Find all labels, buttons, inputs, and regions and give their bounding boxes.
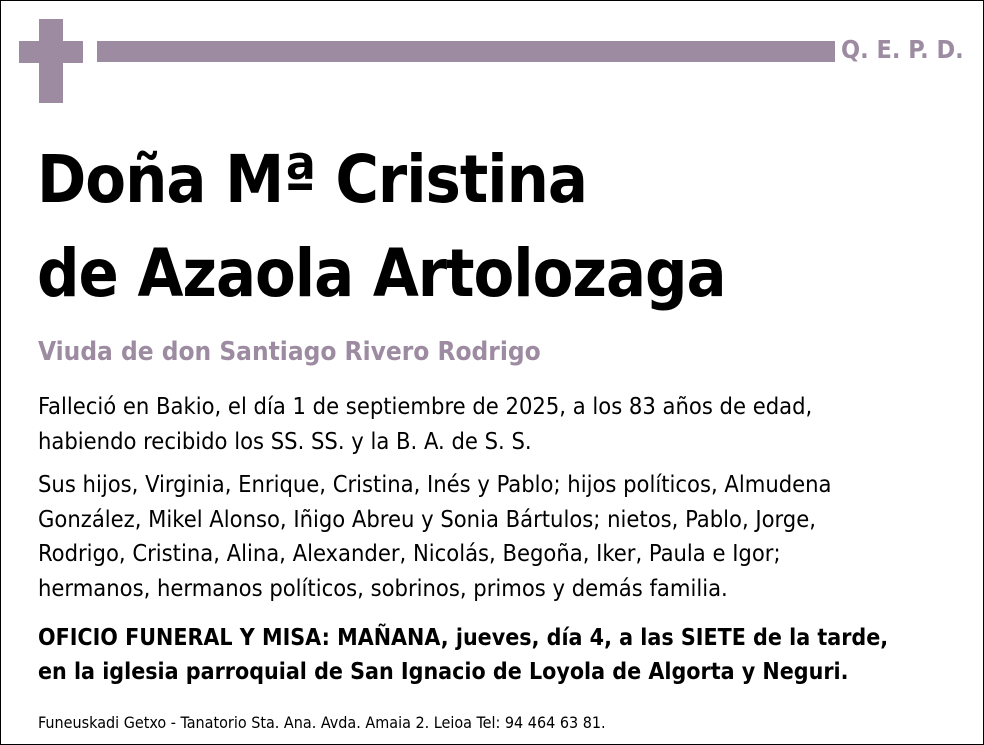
funeral-home-footer: Funeuskadi Getxo - Tanatorio Sta. Ana. Avda. Amaia 2. Leioa Tel: 94 464 63 81.: [38, 713, 606, 732]
death-notice-line-2: habiendo recibido los SS. SS. y la B. A. de S. S.: [38, 426, 532, 455]
funeral-line-1: OFICIO FUNERAL Y MISA: MAÑANA, jueves, día 4, a las SIETE de la tarde,: [38, 625, 889, 651]
death-notice-line-1: Falleció en Bakio, el día 1 de septiembre de 2025, a los 83 años de edad,: [38, 392, 813, 420]
cross-horizontal-bar: [19, 41, 83, 63]
deceased-name: [37, 133, 967, 321]
family-line-4: hermanos, hermanos políticos, sobrinos, primos y demás familia.: [38, 573, 728, 602]
death-notice-paragraph: [38, 389, 968, 458]
header-divider-bar: [97, 41, 835, 62]
deceased-name-line-2: de Azaola Artolozaga: [37, 235, 726, 312]
family-line-1: Sus hijos, Virginia, Enrique, Cristina, Inés y Pablo; hijos políticos, Almudena: [38, 470, 832, 498]
family-line-2: González, Mikel Alonso, Iñigo Abreu y Sonia Bártulos; nietos, Pablo, Jorge,: [38, 504, 816, 533]
funeral-line-2: en la iglesia parroquial de San Ignacio de Loyola de Algorta y Neguri.: [38, 659, 849, 685]
qepd-label: Q. E. P. D.: [841, 35, 964, 64]
widow-of-line: Viuda de don Santiago Rivero Rodrigo: [38, 337, 541, 367]
family-paragraph: [38, 467, 968, 605]
deceased-name-line-1: Doña Mª Cristina: [37, 141, 587, 218]
funeral-announcement: [38, 621, 968, 689]
family-line-3: Rodrigo, Cristina, Alina, Alexander, Nicolás, Begoña, Iker, Paula e Igor;: [38, 539, 781, 567]
